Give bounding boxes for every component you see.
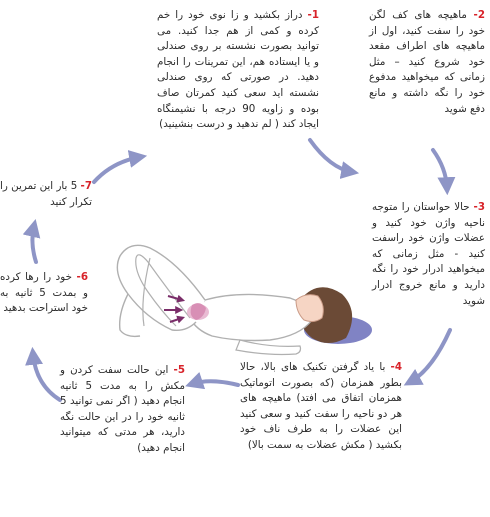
step-4-body: با یاد گرفتن تکنیک های بالا، حالا بطور همزمان (که بصورت اتوماتیک همزمان اتفاق می افتد) ماهیچه های هر دو ناحیه را سفت کنید و سعی کنید این عضلات را به طرف ناف خود بکشید ( مکش عضلات به سمت بالا) <box>240 361 402 451</box>
step-4-text <box>240 360 402 454</box>
step-1-body: دراز بکشید و زا نوی خود را خم کرده و کمی از هم جدا کنید. می توانید بصورت نشسته بر روی صندلی و یا ایستاده هم، این تمرینات را انجام دهید. در صورتی که روی صندلی نشسته اید سعی کنید کمرتان صاف بوده و زاویه 90 درجه با نشیمنگاه ایجاد کند ( لم ندهید و درست بنشینید) <box>157 9 319 131</box>
cycle-arrow-6-to-7 <box>32 226 36 262</box>
cycle-arrow-7-to-1 <box>94 157 140 182</box>
step-1-number: 1- <box>307 9 319 21</box>
step-4-number: 4- <box>390 361 402 373</box>
step-5-body: این حالت سفت کردن و مکش را به مدت 5 ثانیه انجام دهید ( اگر نمی توانید 5 ثانیه خود را در این حالت نگه دارید، هر مدتی که میتوانید انجام دهید) <box>60 364 185 454</box>
step-5-number: 5- <box>173 364 185 376</box>
step-7-text <box>0 179 92 210</box>
step-3-number: 3- <box>473 201 485 213</box>
step-2-number: 2- <box>473 9 485 21</box>
step-5-text <box>60 363 185 457</box>
step-1-text <box>157 8 319 133</box>
cycle-arrow-5-to-6 <box>33 354 60 400</box>
step-3-body: حالا حواستان را متوجه ناحیه واژن خود کنید و عضلات واژن خود راسفت کنید - مثل زمانی که میخواهید ادرار خود را نگه دارید و مانع خروج ادرار شوید <box>372 201 485 307</box>
cycle-arrow-4-to-5 <box>192 381 238 385</box>
step-6-number: 6- <box>76 271 88 283</box>
step-2-body: ماهیچه های کف لگن خود را سفت کنید، اول از ماهیچه های اطراف مقعد خود شروع کنید – مثل زمانی که میخواهید مدفوع خود را نگه داشته و مانع دفع شوید <box>369 9 485 115</box>
lying-woman-figure <box>117 245 372 354</box>
step-7-number: 7- <box>80 180 92 192</box>
cycle-arrow-2-to-3 <box>433 150 447 188</box>
step-6-body: خود را رها کرده و بمدت 5 ثانیه به خود استراحت بدهید <box>0 271 88 315</box>
cycle-arrow-1-to-2 <box>310 140 352 172</box>
step-3-text <box>372 200 485 309</box>
step-7-body: 5 بار این تمرین را تکرار کنید <box>0 180 92 208</box>
cycle-arrow-3-to-4 <box>410 330 450 382</box>
step-2-text <box>369 8 485 117</box>
step-6-text <box>0 270 88 317</box>
